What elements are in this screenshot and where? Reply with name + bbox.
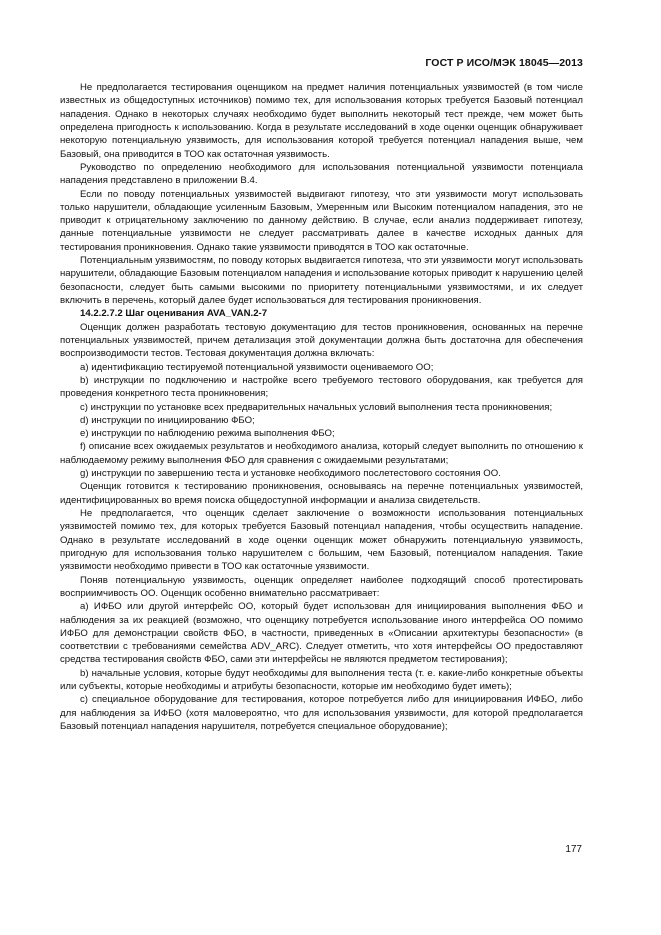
list-item: c) специальное оборудование для тестирования, которое потребуется либо для инициирования ИФБО, либо для наблюдения за ИФБО (хотя маловероятно, что для использования уязвимости, для которой предполагается Базовый потенциал нападения нарушителя, потребуется специальное оборудование);: [60, 694, 583, 732]
body-text: [60, 81, 583, 733]
paragraph: Руководство по определению необходимого для использования потенциальной уязвимости потенциала нападения представлено в приложении В.4.: [60, 161, 583, 187]
list-item: g) инструкции по завершению теста и установке необходимого послетестового состояния ОО.: [80, 468, 501, 480]
list-item: c) инструкции по установке всех предварительных начальных условий выполнения теста проникновения;: [80, 401, 553, 413]
paragraph: Оценщик готовится к тестированию проникновения, основываясь на перечне потенциальных уязвимостей, идентифицированных во время поиска общедоступной информации и анализа свидетельств.: [60, 481, 583, 506]
list-item: f) описание всех ожидаемых результатов и необходимого анализа, который следует выполнить по отношению к наблюдаемому режиму выполнения ФБО для сравнения с ожидаемыми результатами;: [60, 441, 583, 466]
list-item: а) идентификацию тестируемой потенциальной уязвимости оцениваемого ОО;: [80, 361, 434, 373]
list-item: e) инструкции по наблюдению режима выполнения ФБО;: [80, 428, 335, 440]
paragraph: Поняв потенциальную уязвимость, оценщик определяет наиболее подходящий способ протестировать восприимчивость ОО. Оценщик особенно внимательно рассматривает:: [60, 574, 583, 599]
page-number: 177: [565, 844, 582, 855]
paragraph: Не предполагается тестирования оценщиком на предмет наличия потенциальных уязвимостей (в том числе известных из общедоступных источников) помимо тех, для использования которых требуется Базовый потенциал нападения. Однако в некоторых случаях необходимо будет выполнить некоторый тест прежде, чем может быть определена пригодность к использованию. Когда в результате исследований в ходе оценки оценщик обнаруживает некоторую потенциальную уязвимость, для использования которой требуется потенциал нападения выше, чем Базовый, она приводится в ТОО как остаточная уязвимость.: [60, 82, 583, 160]
list-item: d) инструкции по инициированию ФБО;: [80, 414, 255, 426]
list-item: а) ИФБО или другой интерфейс ОО, который будет использован для инициирования выполнения ФБО и наблюдения за их реакцией (возможно, что оценщику потребуется использование иного интерфейса ОО помимо ИФБО для демонстрации свойств ФБО, в частности, приведенных в «Описании архитектуры безопасности» (в соответствии с требованиями семейства ADV_ARC). Следует отметить, что хотя интерфейсы ОО предоставляют средства тестирования свойств ФБО, сами эти интерфейсы не являются предметом тестирования);: [60, 601, 583, 666]
running-header: ГОСТ Р ИСО/МЭК 18045—2013: [425, 57, 583, 69]
paragraph: Не предполагается, что оценщик сделает заключение о возможности использования потенциальных уязвимостей помимо тех, для которых требуется Базовый потенциал нападения, чтобы осуществить нападение. Однако в результате исследований в ходе оценки оценщик может обнаружить потенциальную уязвимость, пригодную для использования только нарушителем с большим, чем Базовый, потенциалом нападения. Такие уязвимости необходимо привести в ТОО как остаточные уязвимости.: [60, 508, 583, 573]
list-item: b) начальные условия, которые будут необходимы для выполнения теста (т. е. какие-либо конкретные объекты или субъекты, которые необходимы и атрибуты безопасности, которые им необходимо будет иметь);: [60, 667, 583, 693]
paragraph: Если по поводу потенциальных уязвимостей выдвигают гипотезу, что эти уязвимости могут использовать только нарушители, обладающие усиленным Базовым, Умеренным или Высоким потенциалом нападения, это не приводит к отрицательному заключению по данному действию. В случае, если анализ поддерживает гипотезу, данные потенциальные уязвимости не следует рассматривать далее в качестве исходных данных для тестирования проникновения. Однако такие уязвимости приводятся в ТОО как остаточные.: [60, 188, 583, 253]
paragraph: Потенциальным уязвимостям, по поводу которых выдвигается гипотеза, что эти уязвимости могут использовать нарушители, обладающие Базовым потенциалом нападения и использование которых приводит к нарушению целей безопасности, следует быть самыми высокими по приоритету потенциальными уязвимостями, и их следует включить в перечень, который далее будет использоваться для тестирования проникновения.: [60, 255, 584, 306]
paragraph: Оценщик должен разработать тестовую документацию для тестов проникновения, основанных на перечне потенциальных уязвимостей, причем детализация этой документации должна быть достаточна для обеспечения воспроизводимости тестов. Тестовая документация должна включать:: [60, 321, 583, 360]
section-heading: 14.2.2.7.2 Шаг оценивания AVA_VAN.2-7: [80, 308, 268, 320]
list-item: b) инструкции по подключению и настройке всего требуемого тестового оборудования, как требуется для проведения конкретного теста проникновения;: [60, 374, 583, 400]
